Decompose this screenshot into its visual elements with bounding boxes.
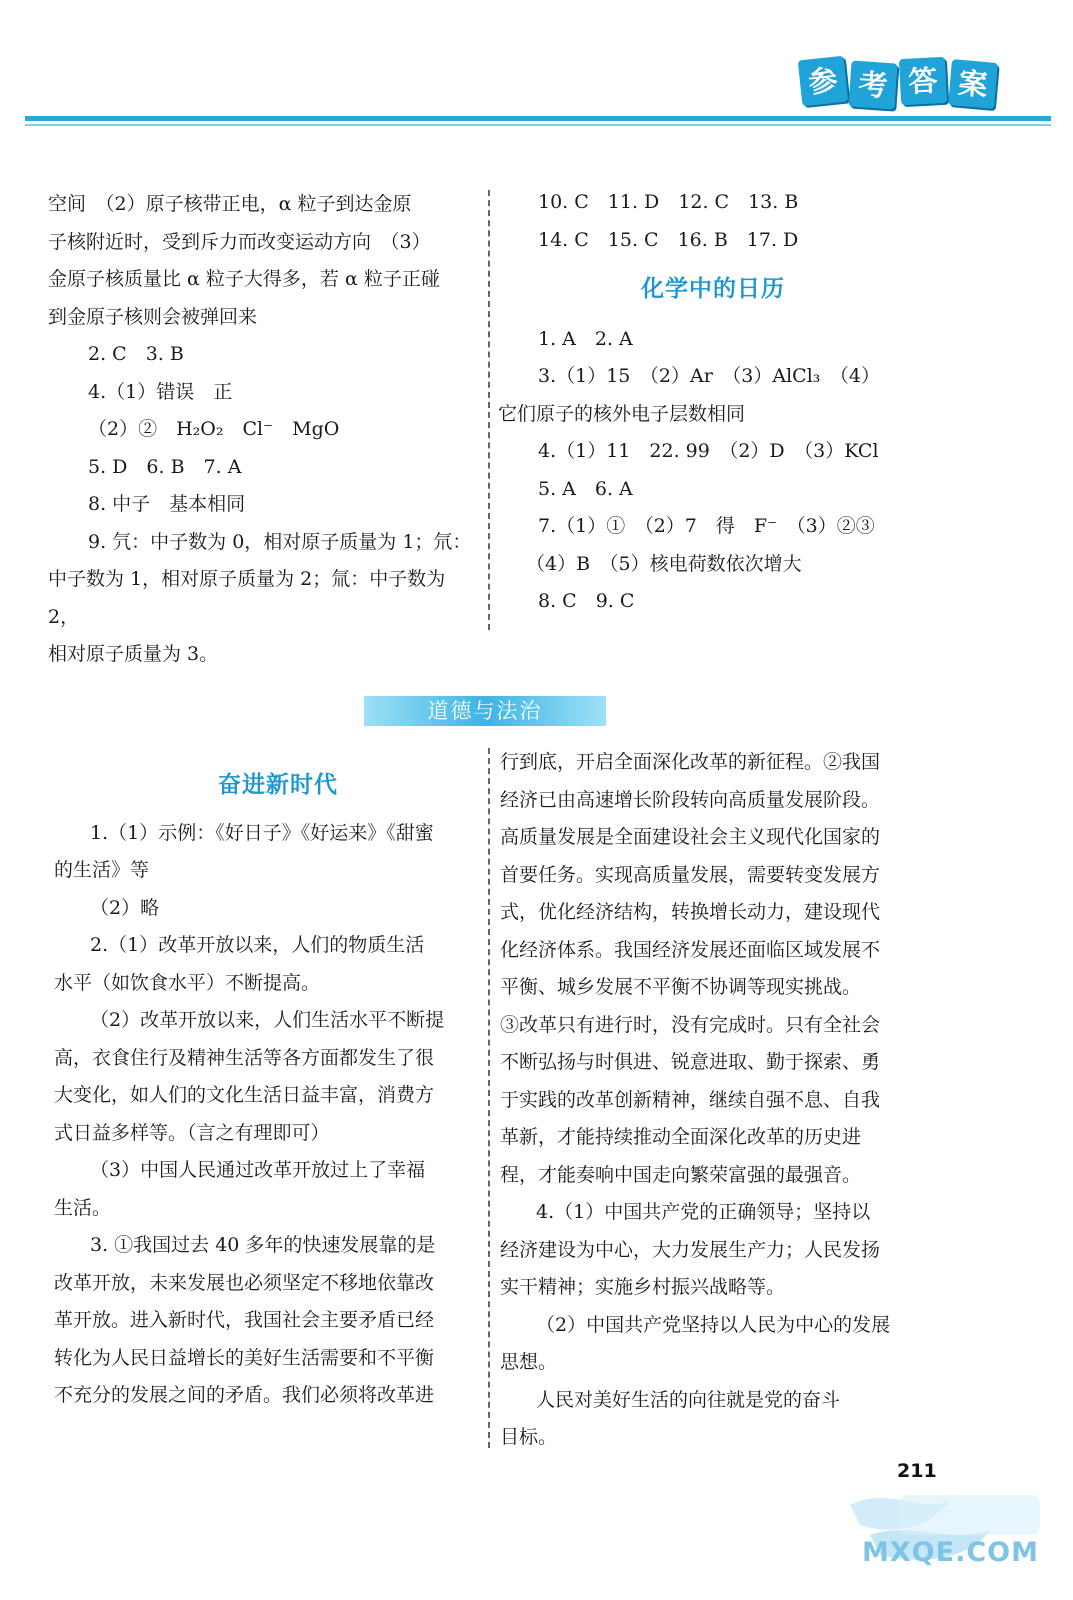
answer-line: 4.（1）错误 正 xyxy=(88,380,233,403)
answer-line: 9. 氕：中子数为 0，相对原子质量为 1；氘： xyxy=(88,530,472,553)
answer-line: 思想。 xyxy=(500,1351,558,1373)
answer-line: （2）中国共产党坚持以人民为中心的发展 xyxy=(536,1313,891,1336)
header-badge: 答 xyxy=(899,57,947,105)
answer-line: 行到底，开启全面深化改革的新征程。②我国 xyxy=(500,751,881,773)
answer-line: 5. A 6. A xyxy=(538,477,633,500)
answer-line: 革新，才能持续推动全面深化改革的历史进 xyxy=(500,1126,862,1148)
answer-line: 大变化，如人们的文化生活日益丰富，消费方 xyxy=(54,1084,435,1106)
subject-banner: 道德与法治 xyxy=(364,696,606,726)
answer-line: 1. A 2. A xyxy=(538,327,633,350)
answer-line: 高，衣食住行及精神生活等各方面都发生了很 xyxy=(54,1046,435,1069)
answer-line: 首要任务。实现高质量发展，需要转变发展方 xyxy=(500,863,881,886)
answer-line: 改革开放，未来发展也必须坚定不移地依靠改 xyxy=(54,1271,435,1294)
answer-line: 化经济体系。我国经济发展还面临区域发展不 xyxy=(500,938,881,961)
page-number: 211 xyxy=(897,1460,937,1482)
watermark-logo-icon xyxy=(830,1475,1060,1585)
header-badge: 案 xyxy=(948,59,998,109)
answer-line: 2.（1）改革开放以来，人们的物质生活 xyxy=(90,934,425,956)
header-rule-thin xyxy=(25,124,1051,126)
header-badge: 考 xyxy=(848,60,897,109)
answer-line: 金原子核质量比 α 粒子大得多，若 α 粒子正碰 xyxy=(48,268,440,290)
answer-line: 式日益多样等。（言之有理即可） xyxy=(54,1121,330,1144)
answer-line: （2）改革开放以来，人们生活水平不断提 xyxy=(90,1009,445,1031)
answer-line: （2）② H₂O₂ Cl⁻ MgO xyxy=(88,418,340,440)
answer-line: 平衡、城乡发展不平衡不协调等现实挑战。 xyxy=(500,976,862,998)
answer-line: 高质量发展是全面建设社会主义现代化国家的 xyxy=(500,826,881,848)
header-badge: 参 xyxy=(798,56,849,107)
column-divider xyxy=(488,190,490,630)
answer-line: 水平（如饮食水平）不断提高。 xyxy=(54,971,321,994)
answer-line: 10. C 11. D 12. C 13. B xyxy=(538,191,799,213)
answer-line: 相对原子质量为 3。 xyxy=(48,643,219,665)
answer-line: 它们原子的核外电子层数相同 xyxy=(498,402,746,425)
civics-answers-right xyxy=(500,744,925,1457)
header-rule xyxy=(25,116,1051,121)
answer-line: 7.（1）① （2）7 得 F⁻ （3）②③ xyxy=(538,515,875,537)
civics-answers-left xyxy=(54,767,482,1415)
answer-line: 4.（1）11 22. 99 （2）D （3）KCl xyxy=(538,440,879,462)
answer-line: 经济已由高速增长阶段转向高质量发展阶段。 xyxy=(500,788,881,811)
answer-line: 8. C 9. C xyxy=(538,590,635,612)
answer-line: 革开放。进入新时代，我国社会主要矛盾已经 xyxy=(54,1309,435,1331)
answer-line: 目标。 xyxy=(500,1426,558,1448)
answer-key-header xyxy=(800,58,996,108)
answer-line: （2）略 xyxy=(90,896,160,919)
answer-line: 程，才能奏响中国走向繁荣富强的最强音。 xyxy=(500,1163,862,1186)
answer-line: 14. C 15. C 16. B 17. D xyxy=(538,228,799,251)
answer-line: （3）中国人民通过改革开放过上了幸福 xyxy=(90,1159,426,1181)
chemistry-answers-right xyxy=(498,184,928,621)
answer-line: 空间 （2）原子核带正电，α 粒子到达金原 xyxy=(48,193,412,215)
answer-line: 转化为人民日益增长的美好生活需要和不平衡 xyxy=(54,1346,435,1369)
answer-line: 2. C 3. B xyxy=(88,343,184,365)
chemistry-answers-left xyxy=(48,186,478,674)
answer-line: 5. D 6. B 7. A xyxy=(88,455,242,478)
answer-line: 生活。 xyxy=(54,1196,112,1219)
answer-line: 经济建设为中心，大力发展生产力；人民发扬 xyxy=(500,1238,881,1261)
answer-line: 到金原子核则会被弹回来 xyxy=(48,305,258,328)
answer-line: 4.（1）中国共产党的正确领导；坚持以 xyxy=(536,1201,871,1223)
answer-line: 8. 中子 基本相同 xyxy=(88,493,246,515)
answer-line: 子核附近时，受到斥力而改变运动方向 （3） xyxy=(48,230,431,253)
answer-line: 实干精神；实施乡村振兴战略等。 xyxy=(500,1276,786,1298)
answer-line: ③改革只有进行时，没有完成时。只有全社会 xyxy=(500,1013,881,1036)
section-title: 化学中的日历 xyxy=(641,276,785,302)
answer-line: （4）B （5）核电荷数依次增大 xyxy=(526,552,802,575)
answer-line: 于实践的改革创新精神，继续自强不息、自我 xyxy=(500,1088,881,1111)
answer-line: 3. ①我国过去 40 多年的快速发展靠的是 xyxy=(90,1234,436,1256)
section-title: 奋进新时代 xyxy=(218,772,338,798)
answer-line: 人民对美好生活的向往就是党的奋斗 xyxy=(536,1388,841,1411)
answer-line: 3.（1）15 （2）Ar （3）AlCl₃ （4） xyxy=(538,365,880,387)
watermark-text: MXQE.COM xyxy=(862,1537,1039,1568)
answer-line: 中子数为 1，相对原子质量为 2；氚：中子数为 2， xyxy=(48,568,446,628)
answer-line: 1.（1）示例：《好日子》《好运来》《甜蜜 xyxy=(90,821,434,844)
answer-line: 不断弘扬与时俱进、锐意进取、勤于探索、勇 xyxy=(500,1051,881,1073)
column-divider xyxy=(488,748,490,1448)
answer-line: 式，优化经济结构，转换增长动力，建设现代 xyxy=(500,901,881,923)
answer-line: 不充分的发展之间的矛盾。我们必须将改革进 xyxy=(54,1384,435,1406)
answer-line: 的生活》等 xyxy=(54,859,150,881)
